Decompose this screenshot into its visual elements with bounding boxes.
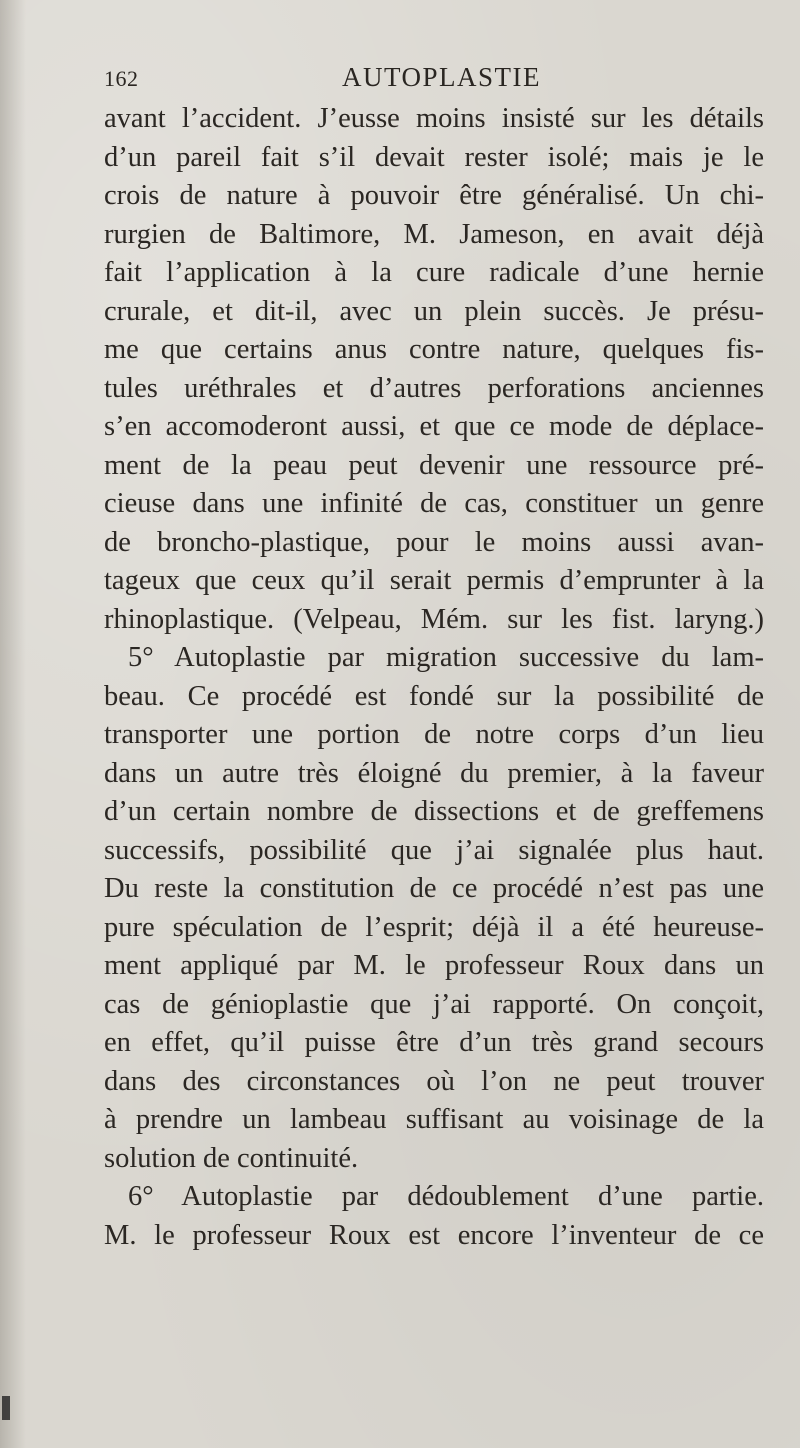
- text-line: crois de nature à pouvoir être généralisé. Un chi-: [104, 180, 764, 211]
- text-line: fait l’application à la cure radicale d’une hernie: [104, 257, 764, 288]
- text-line: rurgien de Baltimore, M. Jameson, en avait déjà: [104, 218, 764, 250]
- text-line: cieuse dans une infinité de cas, constituer un genre: [104, 488, 764, 519]
- page-gutter-shadow: [0, 0, 26, 1448]
- text-line: me que certains anus contre nature, quelques fis-: [104, 334, 764, 365]
- text-line: d’un certain nombre de dissections et de greffemens: [104, 796, 764, 827]
- text-line: de broncho-plastique, pour le moins aussi avan-: [104, 526, 764, 558]
- text-line: avant l’accident. J’eusse moins insisté sur les détails: [104, 103, 764, 134]
- text-line: M. le professeur Roux est encore l’inventeur de ce: [104, 1219, 764, 1251]
- text-line: rhinoplastique. (Velpeau, Mém. sur les fist. laryng.): [104, 603, 764, 635]
- scan-edge-mark: [2, 1396, 10, 1420]
- text-line: solution de continuité.: [104, 1142, 359, 1174]
- text-line: d’un pareil fait s’il devait rester isolé; mais je le: [104, 141, 764, 173]
- text-line: dans un autre très éloigné du premier, à la faveur: [104, 757, 764, 789]
- text-line: cas de génioplastie que j’ai rapporté. On conçoit,: [104, 988, 764, 1020]
- text-line: ment de la peau peut devenir une ressource pré-: [104, 449, 764, 481]
- text-line: beau. Ce procédé est fondé sur la possibilité de: [104, 680, 764, 712]
- text-line: crurale, et dit-il, avec un plein succès. Je présu-: [104, 295, 764, 327]
- text-line: à prendre un lambeau suffisant au voisinage de la: [104, 1104, 764, 1135]
- page-header: [104, 60, 764, 100]
- running-title: AUTOPLASTIE: [342, 62, 542, 92]
- text-line: tageux que ceux qu’il serait permis d’emprunter à la: [104, 565, 764, 596]
- text-line: dans des circonstances où l’on ne peut trouver: [104, 1065, 764, 1097]
- text-line: transporter une portion de notre corps d’un lieu: [104, 719, 764, 750]
- text-line: ment appliqué par M. le professeur Roux dans un: [104, 950, 764, 981]
- text-line: Du reste la constitution de ce procédé n’est pas une: [104, 873, 764, 904]
- section-heading-line: 5° Autoplastie par migration successive du lam-: [128, 642, 764, 673]
- text-line: s’en accomoderont aussi, et que ce mode de déplace-: [104, 411, 764, 442]
- section-heading-line: 6° Autoplastie par dédoublement d’une partie.: [128, 1181, 764, 1212]
- body-text: [104, 100, 764, 1255]
- text-line: pure spéculation de l’esprit; déjà il a été heureuse-: [104, 911, 764, 943]
- page-number: 162: [104, 66, 139, 91]
- text-line: successifs, possibilité que j’ai signalée plus haut.: [104, 834, 764, 866]
- text-line: tules uréthrales et d’autres perforations anciennes: [104, 372, 764, 404]
- text-line: en effet, qu’il puisse être d’un très grand secours: [104, 1027, 764, 1058]
